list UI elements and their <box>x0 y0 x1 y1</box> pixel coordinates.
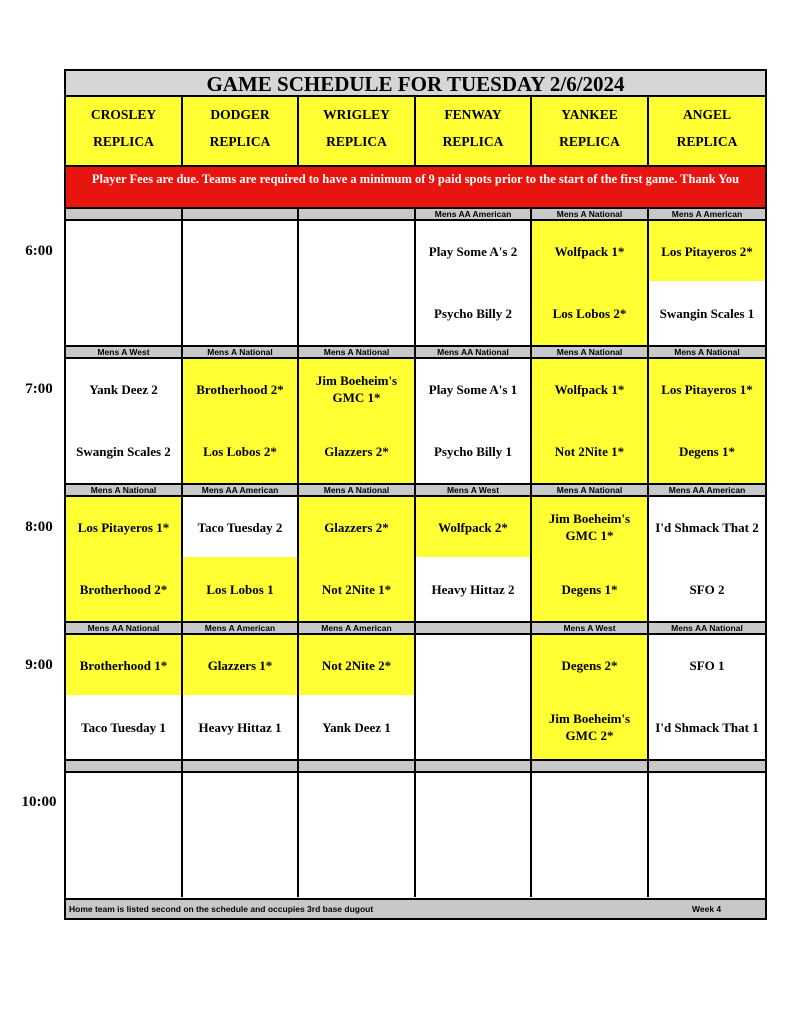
home-team: Glazzers 2* <box>299 419 414 483</box>
stadium-sub: REPLICA <box>209 134 271 149</box>
game-cell <box>416 359 532 483</box>
game-cell <box>183 773 299 897</box>
division-label: Mens A West <box>416 483 532 497</box>
stadium-sub: REPLICA <box>93 134 154 149</box>
home-team: Jim Boeheim's GMC 2* <box>532 695 647 759</box>
game-cell <box>183 359 299 483</box>
home-team: Swangin Scales 2 <box>76 443 171 459</box>
game-cell <box>183 497 299 621</box>
division-label: Mens A American <box>183 621 299 635</box>
game-cell <box>649 221 765 345</box>
home-team: Degens 1* <box>649 419 765 483</box>
stadium-sub: REPLICA <box>676 134 738 149</box>
stadium-header <box>66 97 183 165</box>
away-team: Wolfpack 1* <box>532 221 647 281</box>
division-label: Mens A National <box>183 345 299 359</box>
stadium-name: CROSLEY <box>90 107 157 122</box>
home-team: Psycho Billy 1 <box>433 443 512 459</box>
footer-bar <box>66 898 765 918</box>
away-team: Los Pitayeros 1* <box>649 359 765 419</box>
stadium-header <box>416 97 532 165</box>
division-label: Mens AA National <box>649 621 765 635</box>
game-cell <box>649 635 765 759</box>
division-label <box>649 759 765 773</box>
away-team: Brotherhood 2* <box>183 359 297 419</box>
stadium-name: YANKEE <box>561 107 618 122</box>
game-cell <box>649 497 765 621</box>
time-label: 7:00 <box>25 381 53 397</box>
stadium-header <box>299 97 416 165</box>
game-cell <box>416 497 532 621</box>
game-cell <box>66 497 183 621</box>
division-label: Mens AA National <box>66 621 183 635</box>
division-label: Mens A National <box>532 483 649 497</box>
home-team: SFO 2 <box>689 581 725 597</box>
away-team: Brotherhood 1* <box>66 635 181 695</box>
division-label <box>183 759 299 773</box>
division-label <box>299 759 416 773</box>
division-label: Mens AA American <box>416 207 532 221</box>
home-team: Los Lobos 2* <box>532 281 647 345</box>
stadium-sub: REPLICA <box>326 134 387 149</box>
away-team: I'd Shmack That 2 <box>655 519 759 535</box>
game-cell <box>416 221 532 345</box>
stadium-sub: REPLICA <box>559 134 620 149</box>
home-team: Brotherhood 2* <box>66 557 181 621</box>
division-label: Mens AA American <box>183 483 299 497</box>
game-cell <box>299 635 416 759</box>
division-label <box>299 207 416 221</box>
home-team: Taco Tuesday 1 <box>81 719 166 735</box>
home-team: Psycho Billy 2 <box>433 305 512 321</box>
division-label: Mens A American <box>649 207 765 221</box>
division-label: Mens A West <box>66 345 183 359</box>
away-team: Taco Tuesday 2 <box>197 519 283 535</box>
game-cell <box>532 359 649 483</box>
division-label <box>416 621 532 635</box>
away-team: Not 2Nite 2* <box>299 635 414 695</box>
game-cell <box>532 635 649 759</box>
division-label: Mens A National <box>299 345 416 359</box>
home-team: Not 2Nite 1* <box>532 419 647 483</box>
game-cell <box>183 221 299 345</box>
division-label <box>183 207 299 221</box>
game-cell <box>183 635 299 759</box>
away-team: Jim Boeheim's GMC 1* <box>532 497 647 557</box>
week-label: Week 4 <box>692 904 722 914</box>
game-cell <box>66 773 183 897</box>
game-cell <box>299 359 416 483</box>
schedule-grid <box>64 69 767 920</box>
division-label <box>66 759 183 773</box>
page-title: GAME SCHEDULE FOR TUESDAY 2/6/2024 <box>66 71 765 97</box>
home-team: Los Lobos 2* <box>183 419 297 483</box>
player-fee-notice: Player Fees are due. Teams are required to have a minimum of 9 paid spots prior to the start of the first game. Thank You <box>66 165 765 207</box>
away-team: Degens 2* <box>532 635 647 695</box>
game-cell <box>416 773 532 897</box>
division-label: Mens A National <box>299 483 416 497</box>
home-team: Degens 1* <box>532 557 647 621</box>
stadium-name: WRIGLEY <box>323 107 390 122</box>
stadium-name: DODGER <box>210 107 270 122</box>
division-label: Mens A National <box>66 483 183 497</box>
away-team: Wolfpack 2* <box>416 497 530 557</box>
away-team: SFO 1 <box>689 657 725 673</box>
time-label: 6:00 <box>25 243 53 259</box>
game-cell <box>532 773 649 897</box>
home-team: Los Lobos 1 <box>183 557 297 621</box>
division-label: Mens A American <box>299 621 416 635</box>
game-cell <box>66 635 183 759</box>
division-label: Mens A National <box>532 207 649 221</box>
stadium-header <box>532 97 649 165</box>
stadium-header <box>183 97 299 165</box>
away-team: Yank Deez 2 <box>89 381 158 397</box>
away-team: Wolfpack 1* <box>532 359 647 419</box>
stadium-header <box>649 97 765 165</box>
division-label <box>66 207 183 221</box>
game-cell <box>532 497 649 621</box>
away-team: Glazzers 1* <box>183 635 297 695</box>
home-team: Not 2Nite 1* <box>299 557 414 621</box>
game-cell <box>532 221 649 345</box>
away-team: Play Some A's 2 <box>428 243 518 259</box>
away-team: Glazzers 2* <box>299 497 414 557</box>
game-cell <box>649 359 765 483</box>
home-team: Heavy Hittaz 1 <box>198 719 282 735</box>
game-cell <box>299 773 416 897</box>
away-team: Jim Boeheim's GMC 1* <box>299 359 414 419</box>
game-cell <box>66 359 183 483</box>
home-team-note: Home team is listed second on the schedule and occupies 3rd base dugout <box>69 904 374 914</box>
game-cell <box>299 221 416 345</box>
time-label: 9:00 <box>25 657 53 673</box>
division-label: Mens AA American <box>649 483 765 497</box>
time-label: 10:00 <box>21 794 57 810</box>
game-cell <box>66 221 183 345</box>
division-label: Mens AA National <box>416 345 532 359</box>
home-team: I'd Shmack That 1 <box>655 719 759 735</box>
stadium-name: ANGEL <box>682 107 731 122</box>
home-team: Yank Deez 1 <box>322 719 391 735</box>
division-label: Mens A West <box>532 621 649 635</box>
time-label: 8:00 <box>25 519 53 535</box>
game-cell <box>649 773 765 897</box>
away-team: Los Pitayeros 1* <box>66 497 181 557</box>
game-cell <box>299 497 416 621</box>
away-team: Play Some A's 1 <box>428 381 518 397</box>
division-label: Mens A National <box>532 345 649 359</box>
division-label <box>532 759 649 773</box>
home-team: Heavy Hittaz 2 <box>431 581 515 597</box>
away-team: Los Pitayeros 2* <box>649 221 765 281</box>
home-team: Swangin Scales 1 <box>659 305 755 321</box>
stadium-name: FENWAY <box>444 107 502 122</box>
game-cell <box>416 635 532 759</box>
division-label <box>416 759 532 773</box>
stadium-sub: REPLICA <box>442 134 504 149</box>
division-label: Mens A National <box>649 345 765 359</box>
